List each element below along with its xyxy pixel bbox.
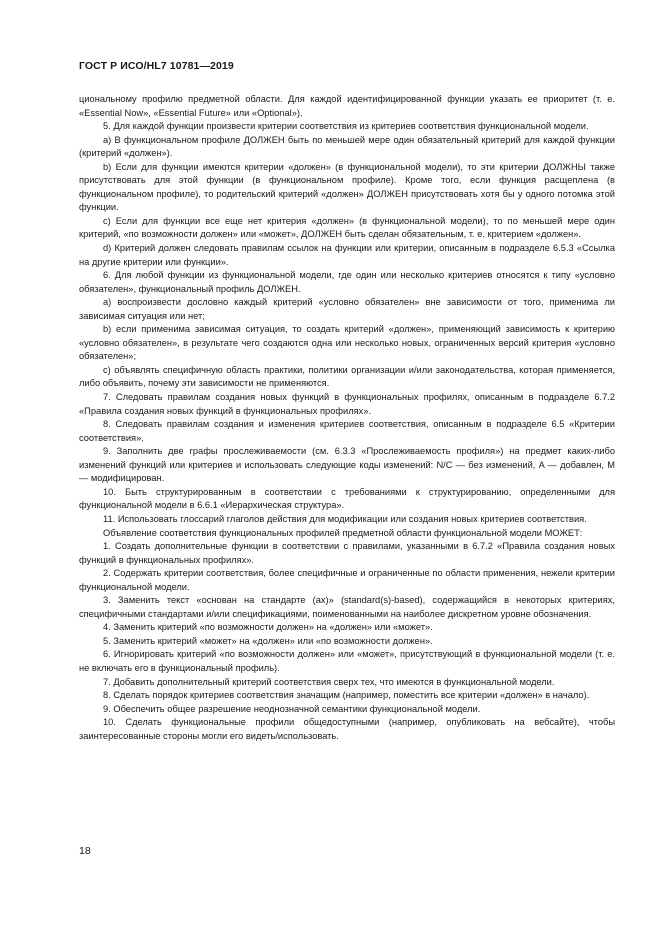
document-body <box>79 93 615 743</box>
paragraph: 11. Использовать глоссарий глаголов действия для модификации или создания новых критериев соответствия. <box>103 513 587 524</box>
paragraph: a) воспроизвести дословно каждый критерий «условно обязателен» вне зависимости от того, применима ли зависимая ситуация или нет; <box>79 297 615 321</box>
document-header: ГОСТ Р ИСО/HL7 10781—2019 <box>79 60 234 72</box>
paragraph: 6. Для любой функции из функциональной модели, где один или несколько критериев относятся к типу «условно обязателен», функциональный профиль ДОЛЖЕН. <box>79 270 615 294</box>
paragraph: b) если применима зависимая ситуация, то создать критерий «должен», применяющий зависимость к критерию «условно обязателен», в результате чего создаются одна или несколько новых, ограниченных версий критерия «условно обязателен»; <box>79 324 615 362</box>
paragraph: b) Если для функции имеются критерии «должен» (в функциональной модели), то эти критерии ДОЛЖНЫ также присутствовать для этой функции (в функциональном профиле). Кроме того, если функция расщеплена (в функциональном профиле), то родительский критерий «должен» ДОЛЖЕН присутствовать хотя бы у одного потомка этой функции. <box>79 161 615 213</box>
paragraph: 8. Следовать правилам создания и изменения критериев соответствия, описанным в подразделе 6.5 «Критерии соответствия». <box>79 419 615 443</box>
paragraph: 7. Следовать правилам создания новых функций в функциональных профилях, описанным в подразделе 6.7.2 «Правила создания новых функций в функциональных профилях». <box>79 392 615 416</box>
paragraph: 4. Заменить критерий «по возможности должен» на «должен» или «может». <box>103 622 433 633</box>
paragraph: 5. Заменить критерий «может» на «должен» или «по возможности должен». <box>103 635 433 646</box>
paragraph: циональному профилю предметной области. Для каждой идентифицированной функции указать ее приоритет (т. е. «Essential Now», «Essential Future» или «Optional»). <box>79 94 615 118</box>
paragraph: d) Критерий должен следовать правилам ссылок на функции или критерии, описанным в подразделе 6.5.3 «Ссылка на другие критерии или функции». <box>79 243 615 267</box>
paragraph: 2. Содержать критерии соответствия, более специфичные и ограниченные по области применения, нежели критерии функциональной модели. <box>79 568 615 592</box>
paragraph: a) В функциональном профиле ДОЛЖЕН быть по меньшей мере один обязательный критерий для каждой функции (критерий «должен»). <box>79 134 615 159</box>
paragraph: Объявление соответствия функциональных профилей предметной области функциональной модели МОЖЕТ: <box>103 527 583 538</box>
paragraph: 10. Сделать функциональные профили общедоступными (например, опубликовать на вебсайте), чтобы заинтересованные стороны могли его видеть/использовать. <box>79 717 615 741</box>
paragraph: 10. Быть структурированным в соответствии с требованиями к структурированию, определенными для функциональной модели в 6.6.1 «Иерархическая структура». <box>79 486 615 511</box>
paragraph: 9. Обеспечить общее разрешение неоднозначной семантики функциональной модели. <box>103 703 481 714</box>
paragraph: c) объявлять специфичную область практики, политики организации и/или законодательства, которая применяется, либо объявить, почему эти зависимости не применяются. <box>79 364 615 389</box>
page-number: 18 <box>79 845 91 857</box>
paragraph: 1. Создать дополнительные функции в соответствии с правилами, указанными в 6.7.2 «Правила создания новых функций в функциональных профилях». <box>79 541 615 565</box>
paragraph: 3. Заменить текст «основан на стандарте (ах)» (standard(s)-based), содержащийся в некоторых критериях, специфичными стандартами и/или спецификациями, поименованными на наиболее дискретном уровне обозначения. <box>79 595 615 619</box>
paragraph: 9. Заполнить две графы прослеживаемости (см. 6.3.3 «Прослеживаемость профиля») на предмет каких-либо изменений функций или критериев и использовать следующие коды изменений: N/C — без изменений, A — добавлен, M — модифицирован. <box>79 446 615 484</box>
paragraph: 5. Для каждой функции произвести критерии соответствия из критериев соответствия функциональной модели. <box>103 121 589 132</box>
paragraph: 6. Игнорировать критерий «по возможности должен» или «может», присутствующий в функциональной модели (т. е. не включать его в функциональный профиль). <box>79 649 615 673</box>
paragraph: c) Если для функции все еще нет критерия «должен» (в функциональной модели), то по меньшей мере один критерий, «по возможности должен» или «может», ДОЛЖЕН быть сделан обязательным, т. е. критерием «должен». <box>79 215 615 240</box>
paragraph: 8. Сделать порядок критериев соответствия значащим (например, поместить все критерии «должен» в начало). <box>103 690 590 701</box>
paragraph: 7. Добавить дополнительный критерий соответствия сверх тех, что имеются в функциональной модели. <box>103 676 555 687</box>
